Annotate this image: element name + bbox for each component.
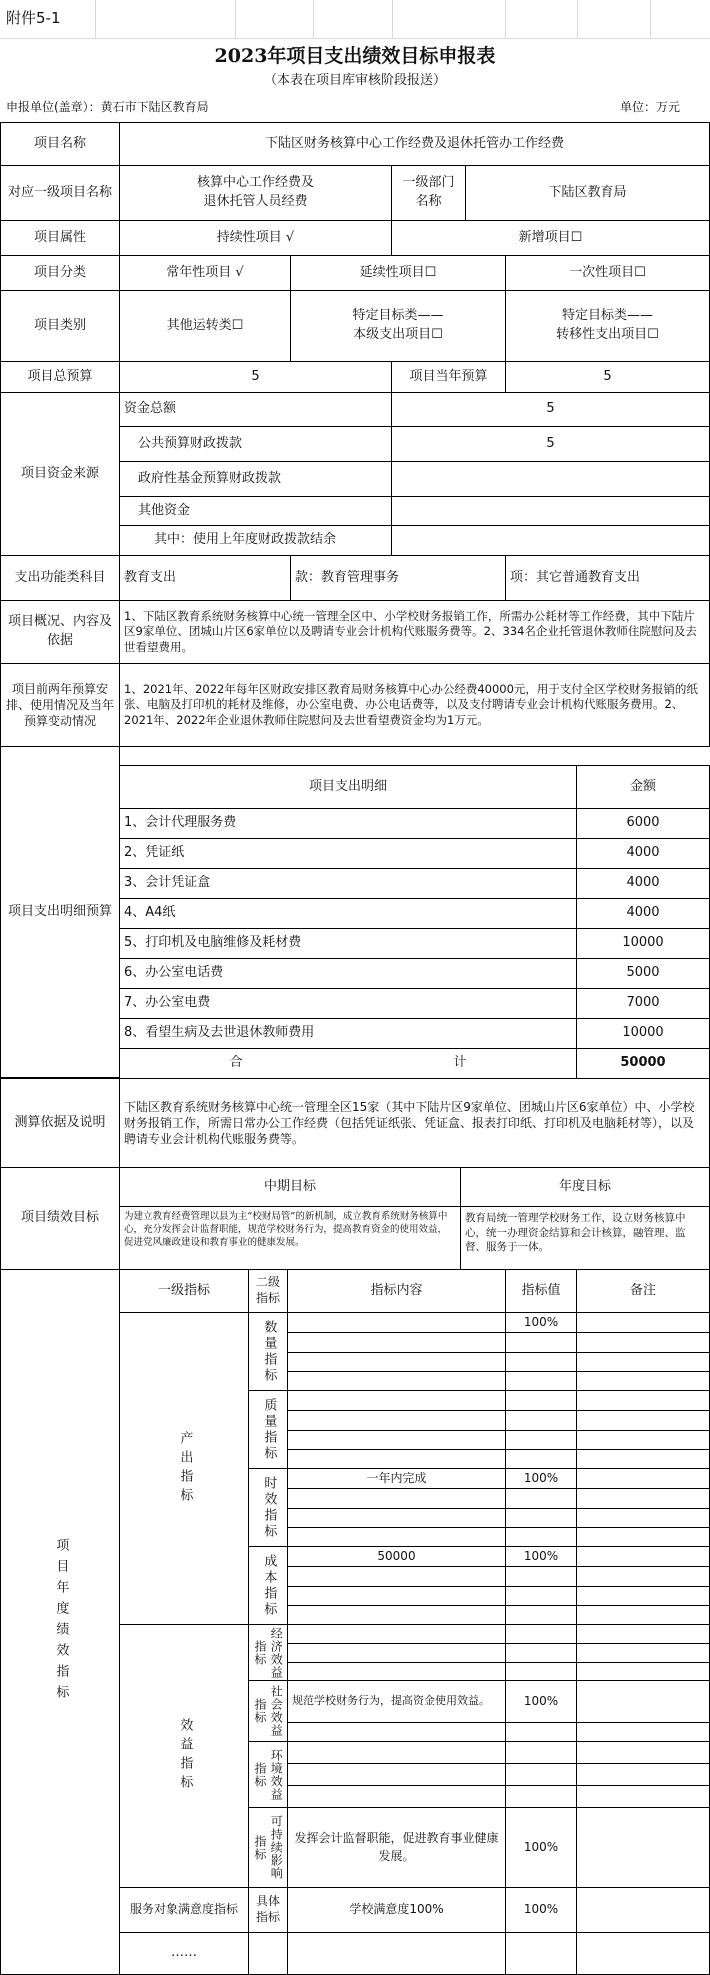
- grid-line: [235, 0, 236, 38]
- indicator-value: [505, 1722, 577, 1742]
- satisfaction-sub-label: 具体指标: [248, 1887, 288, 1933]
- attachment-label: 附件5-1: [6, 9, 61, 28]
- type-operation: 其他运转类☐: [119, 290, 291, 362]
- grid-line: [0, 38, 710, 39]
- indicator-value: [505, 1605, 577, 1625]
- fund-name: 公共预算财政拨款: [119, 426, 392, 462]
- type-specific-local: 特定目标类—— 本级支出项目☐: [290, 290, 506, 362]
- indicator-content: [287, 1722, 506, 1742]
- classification-onetime: 一次性项目☐: [505, 255, 710, 291]
- timeliness-content: 一年内完成: [287, 1468, 506, 1489]
- indicator-remark: [576, 1932, 710, 1975]
- indicator-value: [505, 1332, 577, 1353]
- indicator-value: [505, 1449, 577, 1469]
- indicator-remark: [576, 1468, 710, 1489]
- satisfaction-value: 100%: [505, 1887, 577, 1933]
- indicator-content: [287, 1527, 506, 1547]
- satisfaction-indicator-label: 服务对象满意度指标: [119, 1887, 249, 1933]
- indicator-value: [505, 1932, 577, 1975]
- indicator-content: [287, 1430, 506, 1450]
- indicator-value: [505, 1488, 577, 1509]
- indicator-content: [287, 1605, 506, 1625]
- page-title: 2023年项目支出绩效目标申报表: [214, 45, 496, 68]
- indicator-content: [287, 1586, 506, 1606]
- indicator-content: [287, 1662, 506, 1681]
- mid-term-goal-head: 中期目标: [119, 1167, 461, 1207]
- timeliness-indicator-label: 时效指标: [248, 1468, 288, 1547]
- indicator-remark: [576, 1722, 710, 1742]
- detail-item: 3、会计凭证盒: [119, 868, 577, 899]
- indicator-remark: [576, 1508, 710, 1528]
- annual-indicators-label: 项目年度绩效指标: [0, 1269, 120, 1975]
- dept-label: 一级部门 名称: [391, 165, 466, 221]
- fund-value: 5: [391, 392, 710, 427]
- project-name-label: 项目名称: [0, 122, 120, 166]
- project-name-value: 下陆区财务核算中心工作经费及退休托管办工作经费: [119, 122, 710, 166]
- indicator-value: [505, 1624, 577, 1644]
- detail-item: 4、A4纸: [119, 898, 577, 929]
- indicator-head-content: 指标内容: [287, 1269, 506, 1313]
- annual-goal-text: 教育局统一管理学校财务工作，设立财务核算中心，统一办理资金结算和会计核算，融管理、监督、服务于一体。: [460, 1206, 710, 1270]
- prior-budget-text: 1、2021年、2022年每年区财政安排区教育局财务核算中心办公经费40000元，用于支付全区学校财务报销的纸张、电脑及打印机的耗材及维修，办公室电费、办公电话费等，以及支付聘请专业会计机构代账服务费用。2、2021年、2022年企业退休教师住院慰问及去世看望费资金均为1万元。: [119, 663, 710, 747]
- fund-value: [391, 525, 710, 556]
- indicator-content: [287, 1741, 506, 1764]
- annual-budget-label: 项目当年预算: [391, 361, 506, 393]
- total-budget-label: 项目总预算: [0, 361, 120, 393]
- indicator-value: [505, 1662, 577, 1681]
- indicator-value: [505, 1508, 577, 1528]
- detail-amount: 4000: [576, 898, 710, 929]
- sustainable-impact-content: 发挥会计监督职能，促进教育事业健康发展。: [287, 1807, 506, 1888]
- grid-line: [650, 0, 651, 38]
- indicator-value: [505, 1785, 577, 1808]
- indicator-remark: [576, 1887, 710, 1933]
- indicator-head-level1: 一级指标: [119, 1269, 249, 1313]
- indicator-remark: [576, 1527, 710, 1547]
- indicator-content: [287, 1785, 506, 1808]
- attribute-new: 新增项目☐: [391, 220, 710, 256]
- overview-label: 项目概况、内容及依据: [0, 600, 120, 664]
- sustainable-impact-label: 可持续影响指标: [248, 1807, 288, 1888]
- indicator-remark: [576, 1807, 710, 1888]
- level1-project-label: 对应一级项目名称: [0, 165, 120, 221]
- performance-goal-label: 项目绩效目标: [0, 1167, 120, 1270]
- quality-indicator-label: 质量指标: [248, 1390, 288, 1469]
- indicator-value: [505, 1586, 577, 1606]
- satisfaction-content: 学校满意度100%: [287, 1887, 506, 1933]
- indicator-remark: [576, 1332, 710, 1353]
- detail-amount: 10000: [576, 928, 710, 959]
- grid-line: [505, 0, 506, 38]
- indicator-value: [505, 1566, 577, 1587]
- detail-item: 1、会计代理服务费: [119, 808, 577, 839]
- detail-item: 5、打印机及电脑维修及耗材费: [119, 928, 577, 959]
- fund-value: 5: [391, 426, 710, 462]
- classification-extended: 延续性项目☐: [290, 255, 506, 291]
- indicator-remark: [576, 1763, 710, 1786]
- indicator-content: [287, 1488, 506, 1509]
- grid-line: [577, 0, 578, 38]
- prior-budget-label: 项目前两年预算安排、使用情况及当年预算变动情况: [0, 663, 120, 747]
- detail-item: 6、办公室电话费: [119, 958, 577, 989]
- quantity-value: 100%: [505, 1312, 577, 1333]
- page-subtitle: （本表在项目库审核阶段报送）: [263, 72, 446, 88]
- indicator-remark: [576, 1680, 710, 1723]
- indicator-value: [505, 1643, 577, 1663]
- indicator-remark: [576, 1624, 710, 1644]
- indicator-remark: [576, 1410, 710, 1431]
- indicator-content: [287, 1932, 506, 1975]
- indicator-content: [287, 1643, 506, 1663]
- project-classification-label: 项目分类: [0, 255, 120, 291]
- indicator-remark: [576, 1741, 710, 1764]
- mid-term-goal-text: 为建立教育经费管理以县为主“校财局管”的新机制，成立教育系统财务核算中心，充分发挥会计监督职能，规范学校财务行为，提高教育资金的使用效益，促进党风廉政建设和教育事业的健康发展。: [119, 1206, 461, 1270]
- indicator-content: [287, 1352, 506, 1372]
- fund-name: 政府性基金预算财政拨款: [119, 461, 392, 497]
- indicator-value: [505, 1390, 577, 1411]
- detail-item: 7、办公室电费: [119, 988, 577, 1019]
- indicator-value: [505, 1763, 577, 1786]
- detail-amount: 7000: [576, 988, 710, 1019]
- indicator-value: [505, 1410, 577, 1431]
- economic-benefit-label: 经济效益指标: [248, 1624, 288, 1681]
- social-benefit-value: 100%: [505, 1680, 577, 1723]
- fund-value: [391, 496, 710, 526]
- environmental-benefit-label: 环境效益指标: [248, 1741, 288, 1808]
- indicator-value: [505, 1430, 577, 1450]
- basis-text: 下陆区教育系统财务核算中心统一管理全区15家（其中下陆片区9家单位、团城山片区6家单位）中、小学校财务报销工作，所需日常办公工作经费（包括凭证纸张、凭证盒、报表打印纸、打印机及电脑耗材等），以及聘请专业会计机构代账服务费等。: [119, 1078, 710, 1168]
- indicator-remark: [576, 1352, 710, 1372]
- dept-value: 下陆区教育局: [465, 165, 710, 221]
- cost-content: 50000: [287, 1546, 506, 1567]
- amount-head: 金额: [576, 765, 710, 809]
- detail-item: 8、看望生病及去世退休教师费用: [119, 1018, 577, 1049]
- cost-value: 100%: [505, 1546, 577, 1567]
- indicator-content: [287, 1371, 506, 1391]
- annual-goal-head: 年度目标: [460, 1167, 710, 1207]
- function-class: 教育支出: [119, 555, 291, 601]
- more-indicators-ellipsis: ……: [119, 1932, 249, 1975]
- total-row-label: [119, 1048, 577, 1079]
- quantity-indicator-label: 数量指标: [248, 1312, 288, 1391]
- indicator-level2: [248, 1932, 288, 1975]
- fund-name: 其他资金: [119, 496, 392, 526]
- indicator-remark: [576, 1488, 710, 1509]
- indicator-remark: [576, 1312, 710, 1333]
- indicator-remark: [576, 1449, 710, 1469]
- indicator-remark: [576, 1662, 710, 1681]
- detail-budget-label: 项目支出明细预算: [0, 746, 120, 1078]
- indicator-remark: [576, 1586, 710, 1606]
- timeliness-value: 100%: [505, 1468, 577, 1489]
- attribute-continuous: 持续性项目 √: [119, 220, 392, 256]
- detail-amount: 6000: [576, 808, 710, 839]
- project-type-label: 项目类别: [0, 290, 120, 362]
- function-subject-label: 支出功能类科目: [0, 555, 120, 601]
- detail-amount: 5000: [576, 958, 710, 989]
- indicator-value: [505, 1527, 577, 1547]
- overview-text: 1、下陆区教育系统财务核算中心统一管理全区中、小学校财务报销工作，所需办公耗材等工作经费，其中下陆片区9家单位、团城山片区6家单位以及聘请专业会计机构代账服务费等。2、334名企业托管退休教师住院慰问及去世看望费用。: [119, 600, 710, 664]
- detail-amount: 10000: [576, 1018, 710, 1049]
- reporting-unit: 申报单位(盖章）：黄石市下陆区教育局: [6, 99, 209, 114]
- level1-project-value: 核算中心工作经费及 退休托管人员经费: [119, 165, 392, 221]
- indicator-head-level2: 二级 指标: [248, 1269, 288, 1313]
- indicator-head-value: 指标值: [505, 1269, 577, 1313]
- detail-amount: 4000: [576, 868, 710, 899]
- indicator-content: [287, 1508, 506, 1528]
- classification-regular: 常年性项目 √: [119, 255, 291, 291]
- indicator-remark: [576, 1371, 710, 1391]
- total-budget-value: 5: [119, 361, 392, 393]
- function-section: 款：教育管理事务: [290, 555, 506, 601]
- benefit-indicators-label: 效益指标: [119, 1624, 249, 1888]
- sustainable-impact-value: 100%: [505, 1807, 577, 1888]
- indicator-content: [287, 1624, 506, 1644]
- project-attribute-label: 项目属性: [0, 220, 120, 256]
- indicator-content: [287, 1566, 506, 1587]
- output-indicators-label: 产出指标: [119, 1312, 249, 1625]
- detail-amount: 4000: [576, 838, 710, 869]
- function-item: 项：其它普通教育支出: [505, 555, 710, 601]
- social-benefit-content: 规范学校财务行为，提高资金使用效益。: [287, 1680, 506, 1723]
- indicator-remark: [576, 1566, 710, 1587]
- indicator-remark: [576, 1546, 710, 1567]
- indicator-value: [505, 1352, 577, 1372]
- annual-budget-value: 5: [505, 361, 710, 393]
- indicator-value: [505, 1371, 577, 1391]
- indicator-remark: [576, 1643, 710, 1663]
- fund-name: 资金总额: [119, 392, 392, 427]
- indicator-head-remark: 备注: [576, 1269, 710, 1313]
- grid-line: [313, 0, 314, 38]
- indicator-content: [287, 1332, 506, 1353]
- indicator-content: [287, 1312, 506, 1333]
- fund-value: [391, 461, 710, 497]
- basis-label: 测算依据及说明: [0, 1078, 120, 1168]
- grid-line: [392, 0, 393, 38]
- social-benefit-label: 社会效益指标: [248, 1680, 288, 1742]
- currency-unit: 单位：万元: [619, 99, 680, 114]
- indicator-value: [505, 1741, 577, 1764]
- indicator-remark: [576, 1785, 710, 1808]
- detail-item: 2、凭证纸: [119, 838, 577, 869]
- indicator-content: [287, 1449, 506, 1469]
- indicator-content: [287, 1763, 506, 1786]
- indicator-remark: [576, 1430, 710, 1450]
- indicator-content: [287, 1390, 506, 1411]
- fund-name: 其中：使用上年度财政拨款结余: [119, 525, 392, 556]
- indicator-remark: [576, 1390, 710, 1411]
- total-amount: 50000: [576, 1048, 710, 1079]
- indicator-content: [287, 1410, 506, 1431]
- detail-head: 项目支出明细: [119, 765, 577, 809]
- fund-source-label: 项目资金来源: [0, 392, 120, 556]
- total-label-b: 计: [453, 1055, 467, 1071]
- total-label-a: 合: [229, 1055, 243, 1071]
- indicator-remark: [576, 1605, 710, 1625]
- cost-indicator-label: 成本指标: [248, 1546, 288, 1625]
- type-specific-transfer: 特定目标类—— 转移性支出项目☐: [505, 290, 710, 362]
